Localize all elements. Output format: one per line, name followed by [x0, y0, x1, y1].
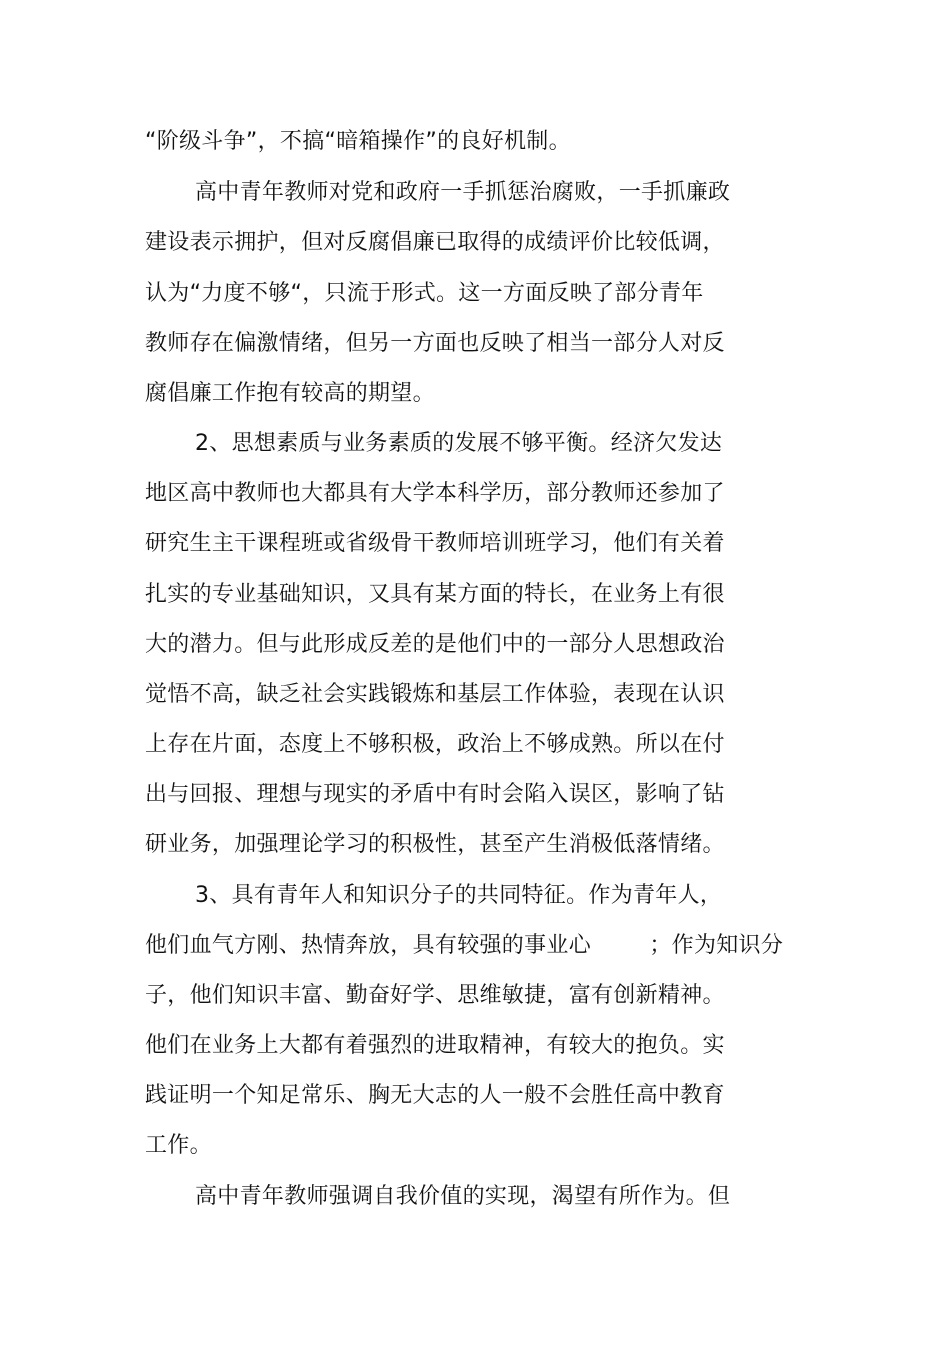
paragraph-start-line: 高中青年教师强调自我价值的实现，渴望有所作为。但 [195, 1184, 731, 1209]
text-line: 教师存在偏激情绪，但另一方面也反映了相当一部分人对反 [145, 331, 725, 356]
text-line: 认为“力度不够“，只流于形式。这一方面反映了部分青年 [145, 281, 704, 306]
text-line: 他们在业务上大都有着强烈的进取精神，有较大的抱负。实 [145, 1033, 725, 1058]
text-line: 大的潜力。但与此形成反差的是他们中的一部分人思想政治 [145, 632, 725, 657]
text-line: 扎实的专业基础知识，又具有某方面的特长，在业务上有很 [145, 582, 725, 607]
text-line: 腐倡廉工作抱有较高的期望。 [145, 381, 435, 406]
text-line: 子，他们知识丰富、勤奋好学、思维敏捷，富有创新精神。 [145, 983, 725, 1008]
text-line: 地区高中教师也大都具有大学本科学历，部分教师还参加了 [145, 481, 725, 506]
paragraph-start-line: 2、思想素质与业务素质的发展不够平衡。经济欠发达 [195, 431, 723, 456]
text-line: 研业务，加强理论学习的积极性，甚至产生消极低落情绪。 [145, 832, 725, 857]
text-line: 出与回报、理想与现实的矛盾中有时会陷入误区，影响了钻 [145, 782, 725, 807]
text-line: 研究生主干课程班或省级骨干教师培训班学习，他们有关着 [145, 531, 725, 556]
paragraph-start-line: 3、具有青年人和知识分子的共同特征。作为青年人， [195, 883, 723, 908]
text-line: 上存在片面，态度上不够积极，政治上不够成熟。所以在付 [145, 732, 725, 757]
paragraph-start-line: 高中青年教师对党和政府一手抓惩治腐败，一手抓廉政 [195, 180, 731, 205]
text-line: 工作。 [145, 1133, 212, 1158]
text-line: 觉悟不高，缺乏社会实践锻炼和基层工作体验，表现在认识 [145, 682, 725, 707]
text-line: “阶级斗争”，不搞“暗箱操作”的良好机制。 [145, 129, 571, 154]
text-line: 他们血气方刚、热情奔放，具有较强的事业心 ；作为知识分 [145, 933, 784, 958]
text-line: 践证明一个知足常乐、胸无大志的人一般不会胜任高中教育 [145, 1083, 725, 1108]
text-line: 建设表示拥护，但对反腐倡廉已取得的成绩评价比较低调， [145, 230, 725, 255]
